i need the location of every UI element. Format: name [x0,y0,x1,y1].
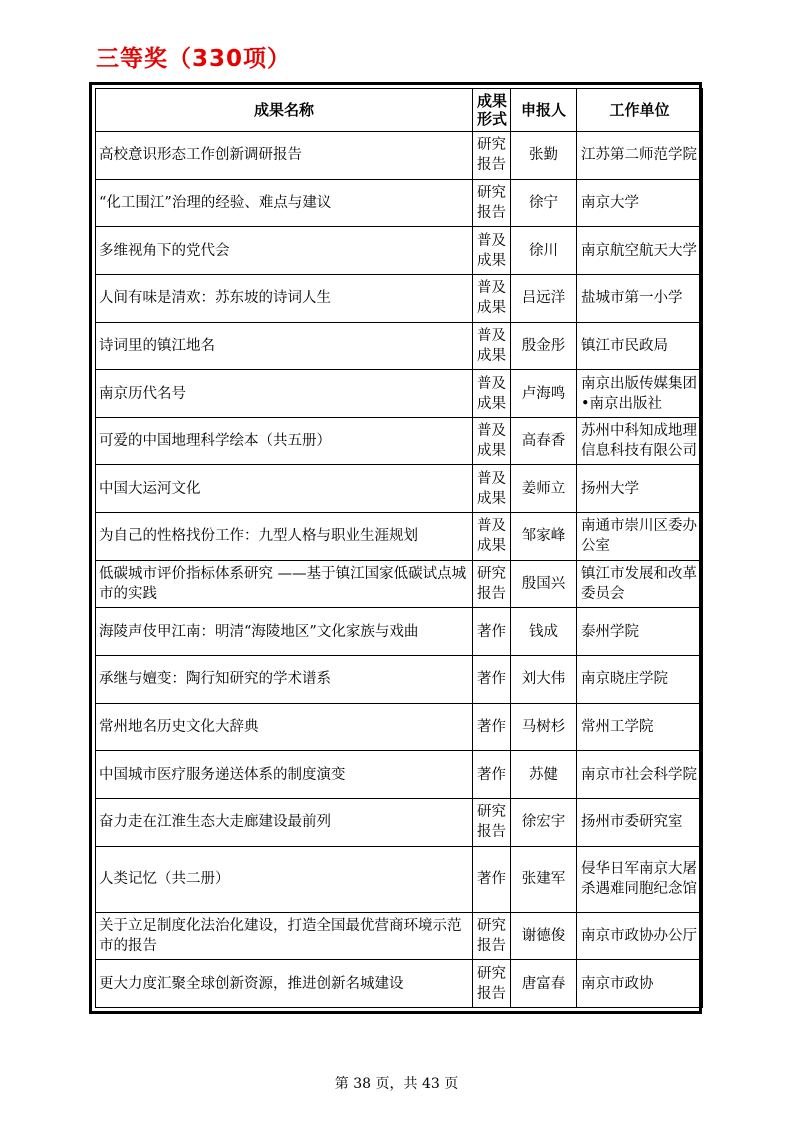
table-row [96,912,703,960]
cell-unit: 南京晓庄学院 [577,656,703,704]
cell-unit: 泰州学院 [577,608,703,656]
cell-name: 低碳城市评价指标体系研究 ——基于镇江国家低碳试点城市的实践 [96,560,473,608]
cell-name: 多维视角下的党代会 [96,227,473,275]
cell-person: 刘大伟 [511,656,577,704]
table-row [96,960,703,1008]
cell-name: 更大力度汇聚全球创新资源，推进创新名城建设 [96,960,473,1008]
awards-table [95,88,703,1008]
table-row [96,132,703,180]
cell-form-text: 著作 [477,719,506,735]
cell-form [473,370,511,418]
cell-form-text: 普及成果 [477,470,506,507]
table-row [96,227,703,275]
cell-form-text: 著作 [477,623,506,640]
header-form-label: 成果形式 [476,92,507,128]
cell-form [473,846,511,912]
cell-form [473,132,511,180]
cell-form-text: 研究报告 [477,137,506,174]
cell-unit: 南京出版传媒集团•南京出版社 [577,370,703,418]
cell-unit: 江苏第二师范学院 [577,132,703,180]
table-row [96,417,703,465]
cell-form [473,322,511,370]
cell-person: 苏健 [511,751,577,799]
cell-form-text: 著作 [477,766,506,783]
section-heading: 三等奖（330项） [96,46,292,72]
cell-person: 徐川 [511,227,577,275]
cell-name: 承继与嬗变：陶行知研究的学术谱系 [96,656,473,704]
cell-unit: 南京航空航天大学 [577,227,703,275]
cell-form-text: 研究报告 [477,184,506,221]
cell-unit: 镇江市民政局 [577,322,703,370]
cell-form [473,227,511,275]
cell-form [473,656,511,704]
cell-form [473,513,511,561]
table-row [96,274,703,322]
cell-unit: 南通市崇川区委办公室 [577,513,703,561]
cell-name: 诗词里的镇江地名 [96,322,473,370]
cell-form-text: 研究报告 [477,804,506,841]
cell-form-text: 普及成果 [477,375,506,412]
cell-name: 高校意识形态工作创新调研报告 [96,132,473,180]
table-row [96,560,703,608]
cell-form [473,560,511,608]
cell-name: 中国大运河文化 [96,465,473,513]
cell-name: 海陵声伎甲江南：明清“海陵地区”文化家族与戏曲 [96,608,473,656]
cell-form-text: 普及成果 [477,518,506,555]
cell-person: 吕远洋 [511,274,577,322]
cell-person: 张勤 [511,132,577,180]
cell-unit: 镇江市发展和改革委员会 [577,560,703,608]
cell-name: 南京历代名号 [96,370,473,418]
cell-unit: 南京大学 [577,179,703,227]
table-row [96,798,703,846]
cell-name: 奋力走在江淮生态大走廊建设最前列 [96,798,473,846]
table-row [96,846,703,912]
cell-name: 常州地名历史文化大辞典 [96,703,473,751]
cell-form [473,465,511,513]
header-unit: 工作单位 [577,89,703,132]
cell-person: 张建军 [511,846,577,912]
cell-form [473,798,511,846]
cell-form [473,274,511,322]
cell-person: 姜师立 [511,465,577,513]
table-row [96,703,703,751]
table-row [96,751,703,799]
cell-form [473,960,511,1008]
cell-person: 殷国兴 [511,560,577,608]
cell-name: 关于立足制度化法治化建设，打造全国最优营商环境示范市的报告 [96,912,473,960]
cell-unit: 苏州中科知成地理信息科技有限公司 [577,417,703,465]
table-row [96,656,703,704]
cell-unit: 常州工学院 [577,703,703,751]
cell-person: 徐宁 [511,179,577,227]
cell-name: 可爱的中国地理科学绘本（共五册） [96,417,473,465]
cell-person: 谢德俊 [511,912,577,960]
table-row [96,608,703,656]
cell-name: 人间有味是清欢：苏东坡的诗词人生 [96,274,473,322]
cell-unit: 盐城市第一小学 [577,274,703,322]
cell-form-text: 普及成果 [477,423,506,460]
table-header-row [96,89,703,132]
cell-name: 中国城市医疗服务递送体系的制度演变 [96,751,473,799]
cell-form [473,912,511,960]
cell-unit: 南京市社会科学院 [577,751,703,799]
table-row [96,322,703,370]
cell-form-text: 普及成果 [477,327,506,364]
cell-name: 为自己的性格找份工作：九型人格与职业生涯规划 [96,513,473,561]
cell-form-text: 研究报告 [477,917,506,954]
cell-person: 唐富春 [511,960,577,1008]
cell-form [473,751,511,799]
cell-person: 殷金彤 [511,322,577,370]
page-footer: 第 38 页，共 43 页 [334,1076,459,1092]
cell-unit: 南京市政协办公厅 [577,912,703,960]
cell-person: 马树杉 [511,703,577,751]
cell-form [473,417,511,465]
cell-form-text: 著作 [477,671,506,688]
cell-form-text: 著作 [477,871,506,888]
cell-form-text: 普及成果 [477,280,506,317]
cell-form-text: 研究报告 [477,965,506,1002]
header-form [473,89,511,132]
cell-name: “化工围江”治理的经验、难点与建议 [96,179,473,227]
table-row [96,370,703,418]
cell-unit: 扬州市委研究室 [577,798,703,846]
cell-form [473,703,511,751]
header-person: 申报人 [511,89,577,132]
cell-unit: 南京市政协 [577,960,703,1008]
cell-name: 人类记忆（共二册） [96,846,473,912]
cell-form-text: 普及成果 [477,232,506,269]
cell-person: 徐宏宇 [511,798,577,846]
awards-table-frame [89,82,702,1014]
cell-person: 邹家峰 [511,513,577,561]
cell-person: 钱成 [511,608,577,656]
table-row [96,513,703,561]
cell-form [473,608,511,656]
cell-form-text: 研究报告 [477,566,506,603]
table-row [96,179,703,227]
cell-unit: 侵华日军南京大屠杀遇难同胞纪念馆 [577,846,703,912]
cell-person: 高春香 [511,417,577,465]
cell-form [473,179,511,227]
header-name: 成果名称 [96,89,473,132]
cell-person: 卢海鸣 [511,370,577,418]
cell-unit: 扬州大学 [577,465,703,513]
table-row [96,465,703,513]
